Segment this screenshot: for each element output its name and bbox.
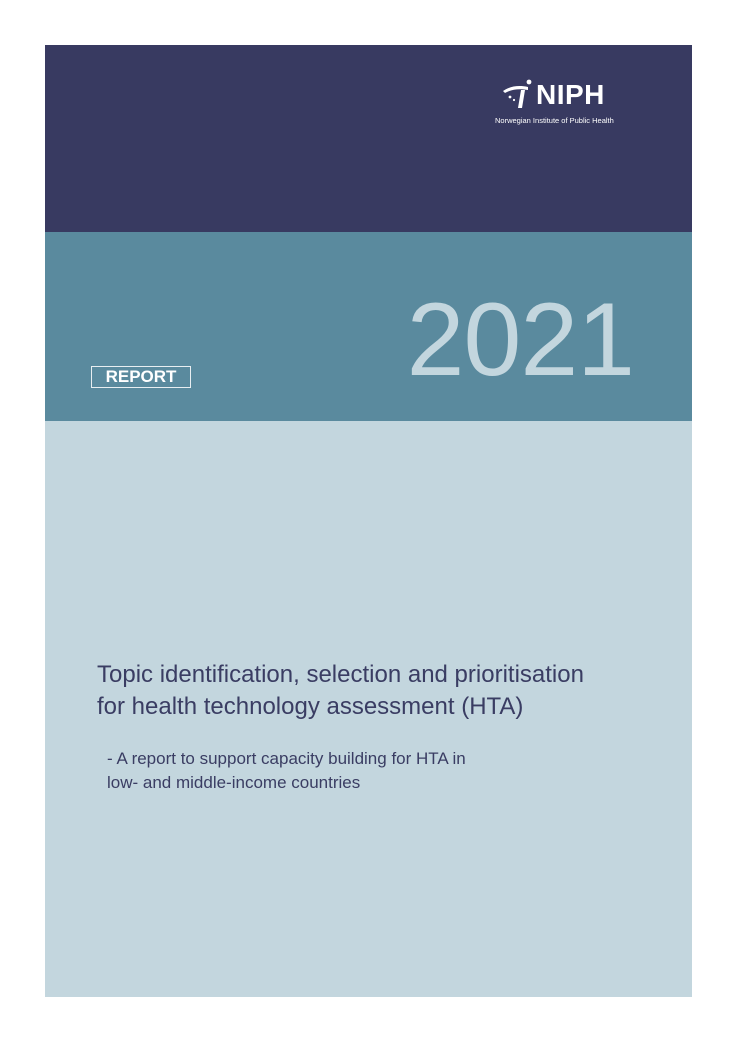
subtitle-line-2: low- and middle-income countries xyxy=(107,773,361,792)
logo-wordmark: NIPH xyxy=(536,79,605,110)
report-year: 2021 xyxy=(406,282,634,398)
niph-logo xyxy=(495,78,660,130)
header-band xyxy=(45,45,692,232)
niph-logo-icon xyxy=(501,78,535,112)
report-badge: REPORT xyxy=(91,366,191,388)
subtitle-line-1: - A report to support capacity building for HTA in xyxy=(107,749,466,768)
year-band xyxy=(45,232,692,421)
title-line-1: Topic identification, selection and prioritisation xyxy=(97,661,584,688)
report-title xyxy=(97,659,657,723)
logo-subtitle: Norwegian Institute of Public Health xyxy=(495,116,614,125)
report-cover xyxy=(45,45,692,997)
title-block xyxy=(97,659,657,795)
report-subtitle xyxy=(107,747,557,795)
title-line-2: for health technology assessment (HTA) xyxy=(97,693,524,720)
